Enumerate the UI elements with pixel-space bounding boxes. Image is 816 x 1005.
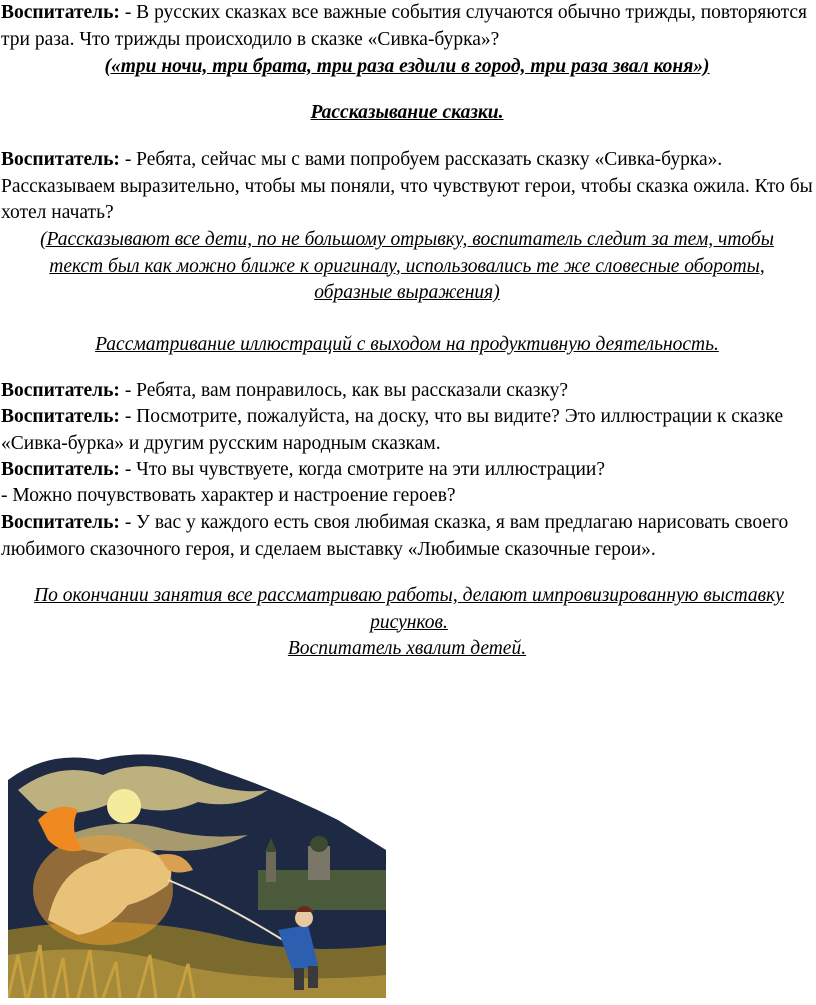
speaker-label: Воспитатель: (1, 149, 120, 170)
section-heading-illustrations: Рассматривание иллюстраций с выходом на продуктивную деятельность. (95, 334, 719, 355)
dialogue-line-2: Воспитатель: - Посмотрите, пожалуйста, на доску, что вы видите? Это иллюстрации к сказке «Сивка-бурка» и другим русским народным сказкам. (1, 406, 784, 454)
paragraph-intro (1, 0, 813, 53)
storytelling-note: (Рассказывают все дети, по не большому отрывку, воспитатель следит за тем, чтобы текст был как можно ближе к оригиналу, использовались те же словесные обороты, образные выражения) (40, 229, 774, 303)
dialogue-line-1: Воспитатель: - Ребята, вам понравилось, как вы рассказали сказку? (1, 380, 569, 401)
section-heading-storytelling: Рассказывание сказки. (310, 102, 504, 123)
answer-text: («три ночи, три брата, три раза ездили в город, три раза звал коня») (104, 56, 710, 77)
moon (107, 789, 141, 823)
closing-note: По окончании занятия все рассматриваю работы, делают импровизированную выставку рисунков. (34, 585, 784, 633)
church-tower (266, 852, 276, 882)
dialogue-line-4: - Можно почувствовать характер и настроение героев? (1, 485, 456, 506)
closing-praise: Воспитатель хвалит детей. (287, 638, 527, 659)
intro-text: - В русских сказках все важные события случаются обычно трижды, повторяются три раза. Что трижды происходило в сказке «Сивка-бурка»? (1, 2, 808, 50)
paragraph-storytelling (1, 147, 813, 227)
intro-answer (1, 54, 813, 81)
dialogue-line-5: Воспитатель: - У вас у каждого есть своя любимая сказка, я вам предлагаю нарисовать своего любимого сказочного героя, и сделаем выставку «Любимые сказочные герои». (1, 512, 789, 560)
speaker-label: Воспитатель: (1, 2, 120, 23)
storytelling-text: - Ребята, сейчас мы с вами попробуем рассказать сказку «Сивка-бурка». Рассказываем выразительно, чтобы мы поняли, что чувствуют герои, чтобы сказка ожила. Кто бы хотел начать? (1, 149, 813, 223)
fairy-tale-illustration (8, 740, 386, 998)
dialogue-line-3: Воспитатель: - Что вы чувствуете, когда смотрите на эти иллюстрации? (1, 459, 605, 480)
